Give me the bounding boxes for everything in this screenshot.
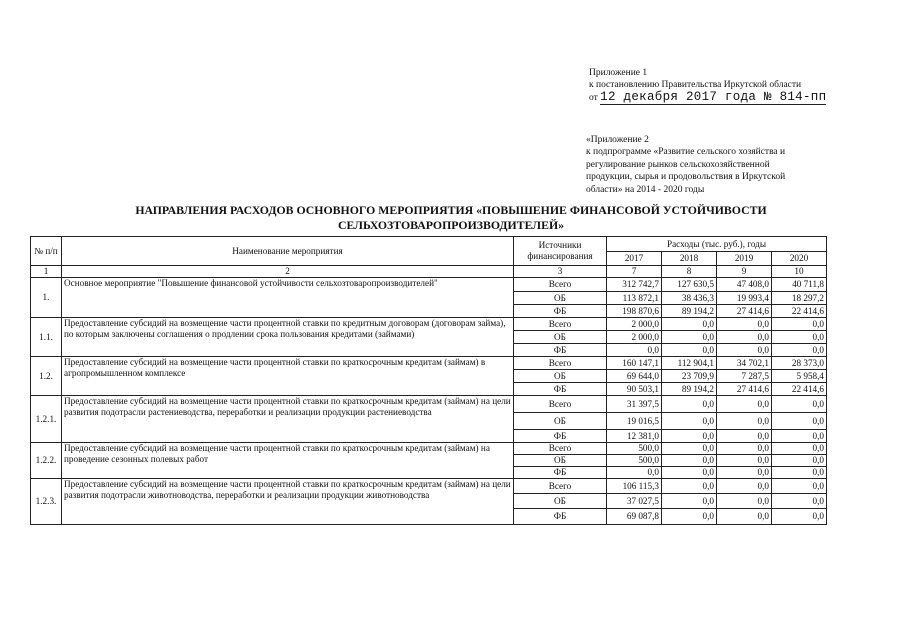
funding-source: ОБ	[514, 292, 607, 305]
expense-value: 0,0	[772, 509, 827, 525]
expense-value: 7 287,5	[717, 370, 772, 383]
expense-value: 0,0	[772, 443, 827, 455]
expense-value: 69 087,8	[607, 509, 662, 525]
expense-value: 0,0	[662, 479, 717, 494]
funding-source: ФБ	[514, 383, 607, 396]
expense-value: 0,0	[772, 455, 827, 467]
expense-value: 0,0	[772, 396, 827, 413]
expense-value: 106 115,3	[607, 479, 662, 494]
row-number: 1.2.	[31, 357, 62, 396]
expense-value: 0,0	[772, 318, 827, 331]
expense-value: 0,0	[717, 430, 772, 443]
annex-1-from: от	[589, 93, 598, 103]
expense-value: 0,0	[717, 318, 772, 331]
table-row	[31, 443, 827, 455]
expense-value: 0,0	[717, 443, 772, 455]
document-title-line-1: НАПРАВЛЕНИЯ РАСХОДОВ ОСНОВНОГО МЕРОПРИЯТИЯ «ПОВЫШЕНИЕ ФИНАНСОВОЙ УСТОЙЧИВОСТИ	[135, 203, 767, 217]
expense-value: 40 711,8	[772, 278, 827, 292]
annex-2-line-2: к подпрограмме «Развитие сельского хозяйства и	[586, 147, 786, 158]
activity-name: Основное мероприятие "Повышение финансовой устойчивости сельхозтоваропроизводителей"	[62, 278, 514, 318]
funding-source: ОБ	[514, 455, 607, 467]
expense-value: 312 742,7	[607, 278, 662, 292]
expense-value: 90 503,1	[607, 383, 662, 396]
funding-source: ФБ	[514, 430, 607, 443]
annex-1-order-number: 12 декабря 2017 года № 814-пп	[600, 90, 827, 104]
row-number: 1.2.2.	[31, 443, 62, 479]
expense-value: 0,0	[772, 430, 827, 443]
table-body	[31, 278, 827, 525]
row-number: 1.2.1.	[31, 396, 62, 443]
activity-name: Предоставление субсидий на возмещение части процентной ставки по краткосрочным кредитам (займам) на цели развития подотрасли растениеводства, переработки и реализации продукции растениеводства	[62, 396, 514, 443]
expense-value: 19 016,5	[607, 413, 662, 430]
expense-value: 500,0	[607, 443, 662, 455]
header-name: Наименование мероприятия	[62, 237, 514, 266]
expense-value: 2 000,0	[607, 318, 662, 331]
activity-name: Предоставление субсидий на возмещение части процентной ставки по краткосрочным кредитам (займам) в агропромышленном комплексе	[62, 357, 514, 396]
expense-value: 0,0	[662, 494, 717, 509]
header-source: Источники финансирования	[514, 237, 607, 266]
expense-value: 12 381,0	[607, 430, 662, 443]
row-number: 1.	[31, 278, 62, 318]
header-year-2020: 2020	[772, 252, 827, 266]
funding-source: Всего	[514, 278, 607, 292]
index-cell: 10	[772, 266, 827, 278]
expense-value: 28 373,0	[772, 357, 827, 370]
expense-value: 22 414,6	[772, 305, 827, 318]
funding-source: Всего	[514, 318, 607, 331]
expense-value: 37 027,5	[607, 494, 662, 509]
expense-value: 18 297,2	[772, 292, 827, 305]
funding-source: ФБ	[514, 305, 607, 318]
expense-value: 0,0	[772, 344, 827, 357]
expense-value: 0,0	[662, 396, 717, 413]
expense-value: 0,0	[662, 413, 717, 430]
expense-value: 0,0	[662, 443, 717, 455]
expense-value: 0,0	[607, 467, 662, 479]
expense-value: 160 147,1	[607, 357, 662, 370]
expense-value: 0,0	[717, 494, 772, 509]
annex-1-resolution: к постановлению Правительства Иркутской области	[589, 80, 802, 90]
expense-value: 0,0	[717, 396, 772, 413]
expense-value: 113 872,1	[607, 292, 662, 305]
funding-source: Всего	[514, 479, 607, 494]
expense-value: 47 408,0	[717, 278, 772, 292]
expense-value: 27 414,6	[717, 383, 772, 396]
annex-2-line-3: регулирование рынков сельскохозяйственной	[586, 159, 770, 170]
annex-1-header	[589, 67, 829, 104]
expenses-table	[30, 236, 827, 525]
expense-value: 0,0	[662, 344, 717, 357]
funding-source: ФБ	[514, 467, 607, 479]
expense-value: 2 000,0	[607, 331, 662, 344]
expense-value: 500,0	[607, 455, 662, 467]
expense-value: 0,0	[717, 331, 772, 344]
expense-value: 0,0	[717, 467, 772, 479]
table-row	[31, 396, 827, 413]
row-number: 1.2.3.	[31, 479, 62, 525]
expense-value: 89 194,2	[662, 305, 717, 318]
annex-2-line-5: области» на 2014 - 2020 годы	[586, 184, 705, 195]
expense-value: 31 397,5	[607, 396, 662, 413]
funding-source: Всего	[514, 443, 607, 455]
expense-value: 0,0	[772, 413, 827, 430]
funding-source: ФБ	[514, 344, 607, 357]
index-cell: 7	[607, 266, 662, 278]
expense-value: 89 194,2	[662, 383, 717, 396]
annex-2-line-1: «Приложение 2	[586, 135, 649, 145]
activity-name: Предоставление субсидий на возмещение части процентной ставки по кредитным договорам (договорам займа), по которым заключены соглашения о продлении срока пользования кредитами (займами)	[62, 318, 514, 357]
expense-value: 0,0	[662, 318, 717, 331]
expense-value: 69 644,0	[607, 370, 662, 383]
annex-2-header	[586, 134, 821, 196]
expense-value: 0,0	[772, 479, 827, 494]
expense-value: 19 993,4	[717, 292, 772, 305]
header-year-2018: 2018	[662, 252, 717, 266]
header-expenses: Расходы (тыс. руб.), годы	[607, 237, 827, 252]
expense-value: 34 702,1	[717, 357, 772, 370]
table-row	[31, 357, 827, 370]
index-cell: 1	[31, 266, 62, 278]
funding-source: ОБ	[514, 413, 607, 430]
funding-source: Всего	[514, 357, 607, 370]
header-year-2019: 2019	[717, 252, 772, 266]
expense-value: 22 414,6	[772, 383, 827, 396]
funding-source: Всего	[514, 396, 607, 413]
expense-value: 0,0	[607, 344, 662, 357]
table-row	[31, 479, 827, 494]
index-cell: 8	[662, 266, 717, 278]
header-year-2017: 2017	[607, 252, 662, 266]
activity-name: Предоставление субсидий на возмещение части процентной ставки по краткосрочным кредитам (займам) на проведение сезонных полевых работ	[62, 443, 514, 479]
expense-value: 27 414,6	[717, 305, 772, 318]
expense-value: 0,0	[662, 455, 717, 467]
expense-value: 0,0	[772, 494, 827, 509]
document-title	[60, 203, 842, 233]
expense-value: 0,0	[662, 467, 717, 479]
table-row	[31, 318, 827, 331]
index-cell: 2	[62, 266, 514, 278]
expense-value: 23 709,9	[662, 370, 717, 383]
index-row	[31, 266, 827, 278]
expense-value: 0,0	[772, 467, 827, 479]
row-number: 1.1.	[31, 318, 62, 357]
expense-value: 0,0	[662, 509, 717, 525]
funding-source: ОБ	[514, 331, 607, 344]
header-num: № п/п	[31, 237, 62, 266]
expense-value: 0,0	[717, 479, 772, 494]
table-row	[31, 278, 827, 292]
annex-1-date-line	[589, 91, 829, 104]
expense-value: 0,0	[717, 344, 772, 357]
expense-value: 0,0	[772, 331, 827, 344]
expense-value: 38 436,3	[662, 292, 717, 305]
expense-value: 0,0	[717, 413, 772, 430]
funding-source: ФБ	[514, 509, 607, 525]
expense-value: 0,0	[717, 455, 772, 467]
index-cell: 9	[717, 266, 772, 278]
expense-value: 0,0	[662, 331, 717, 344]
expense-value: 198 870,6	[607, 305, 662, 318]
index-cell: 3	[514, 266, 607, 278]
funding-source: ОБ	[514, 370, 607, 383]
expense-value: 0,0	[662, 430, 717, 443]
activity-name: Предоставление субсидий на возмещение части процентной ставки по краткосрочным кредитам (займам) на цели развития подотрасли животноводства, переработки и реализации продукции животноводства	[62, 479, 514, 525]
document-title-line-2: СЕЛЬХОЗТОВАРОПРОИЗВОДИТЕЛЕЙ»	[337, 218, 565, 232]
funding-source: ОБ	[514, 494, 607, 509]
expense-value: 0,0	[717, 509, 772, 525]
expense-value: 112 904,1	[662, 357, 717, 370]
expense-value: 127 630,5	[662, 278, 717, 292]
annex-2-line-4: продукции, сырья и продовольствия в Иркутской	[586, 172, 786, 183]
annex-1-title: Приложение 1	[589, 68, 648, 78]
expense-value: 5 958,4	[772, 370, 827, 383]
